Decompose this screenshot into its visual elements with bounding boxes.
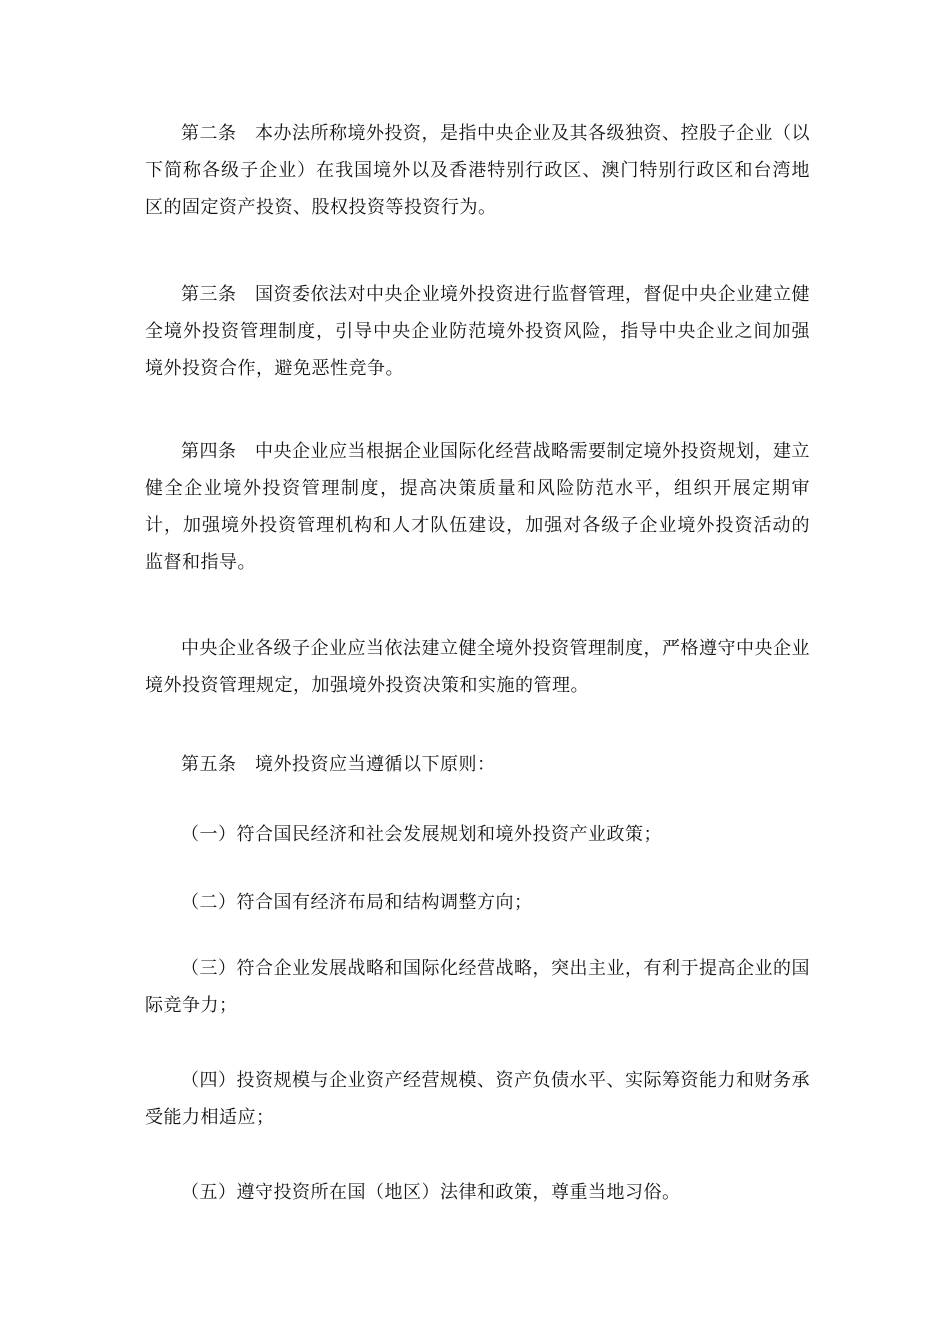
principle-3-item: （三）符合企业发展战略和国际化经营战略，突出主业，有利于提高企业的国际竞争力； <box>145 958 810 1016</box>
principle-4-item: （四）投资规模与企业资产经营规模、资产负债水平、实际筹资能力和财务承受能力相适应； <box>145 1070 810 1128</box>
article-4-subsidiary-paragraph: 中央企业各级子企业应当依法建立健全境外投资管理制度，严格遵守中央企业境外投资管理规定，加强境外投资决策和实施的管理。 <box>145 638 810 696</box>
article-5-paragraph: 第五条 境外投资应当遵循以下原则： <box>181 754 496 775</box>
article-3-paragraph: 第三条 国资委依法对中央企业境外投资进行监督管理，督促中央企业建立健全境外投资管理制度，引导中央企业防范境外投资风险，指导中央企业之间加强境外投资合作，避免恶性竞争。 <box>145 284 810 379</box>
principle-1-item: （一）符合国民经济和社会发展规划和境外投资产业政策； <box>181 824 662 845</box>
article-2-paragraph: 第二条 本办法所称境外投资，是指中央企业及其各级独资、控股子企业（以下简称各级子企业）在我国境外以及香港特别行政区、澳门特别行政区和台湾地区的固定资产投资、股权投资等投资行为。 <box>145 123 810 218</box>
principle-5-item: （五）遵守投资所在国（地区）法律和政策，尊重当地习俗。 <box>181 1182 681 1203</box>
principle-2-item: （二）符合国有经济布局和结构调整方向； <box>181 892 533 913</box>
article-4-paragraph: 第四条 中央企业应当根据企业国际化经营战略需要制定境外投资规划，建立健全企业境外投资管理制度，提高决策质量和风险防范水平，组织开展定期审计，加强境外投资管理机构和人才队伍建设，加强对各级子企业境外投资活动的监督和指导。 <box>145 441 810 573</box>
